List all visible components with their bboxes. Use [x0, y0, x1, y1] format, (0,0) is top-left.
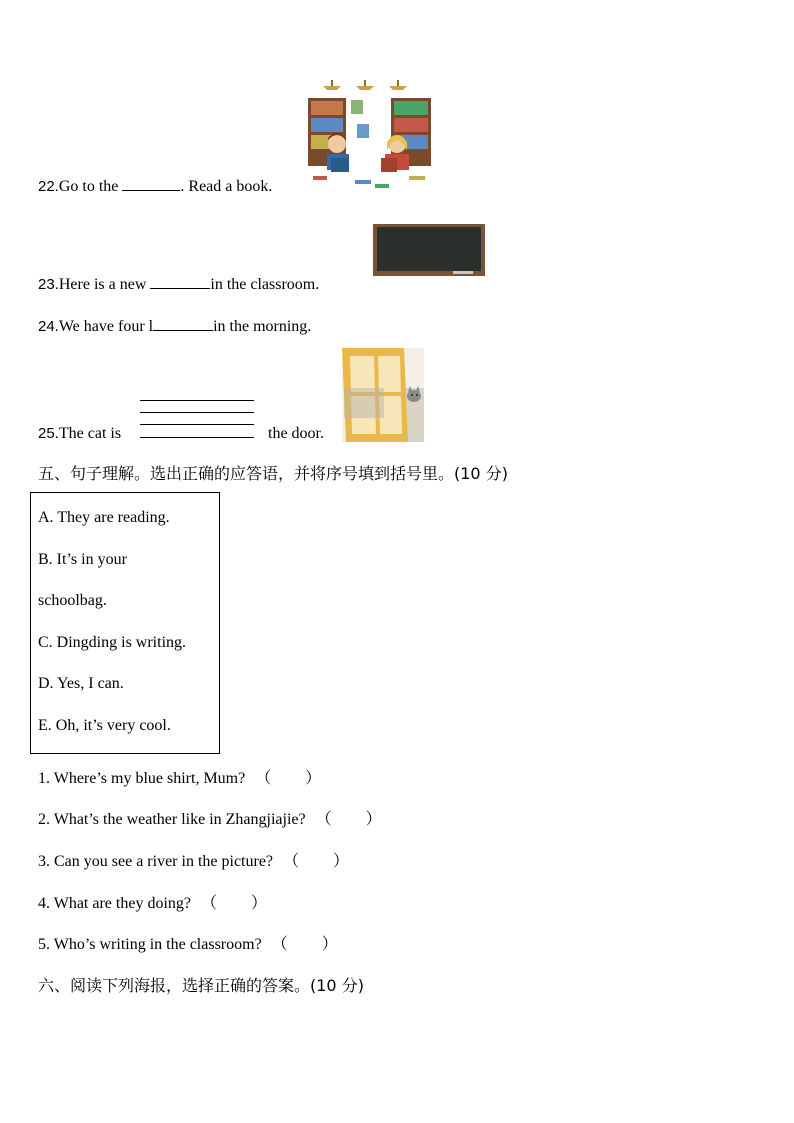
question-text-before: Go to the: [58, 178, 123, 195]
question-number: 25.: [38, 425, 59, 442]
section-5-title: 五、句子理解。选出正确的应答语，并将序号填到括号里。(10 分): [38, 464, 508, 483]
section-6-title: 六、阅读下列海报，选择正确的答案。(10 分): [38, 976, 364, 995]
question-number: 22.: [38, 178, 59, 195]
question-24: [38, 316, 311, 336]
question-23: [38, 274, 319, 294]
option-d: D. Yes, I can.: [38, 675, 124, 692]
question-text-after: in the classroom.: [210, 276, 320, 293]
options-box: [30, 492, 220, 754]
writing-lines[interactable]: [140, 400, 254, 440]
answer-blank[interactable]: [150, 274, 210, 289]
door-cat-picture: [342, 348, 424, 442]
question-text-before: Here is a new: [58, 276, 151, 293]
question-number: 23.: [38, 276, 59, 293]
question-text-after: in the morning.: [213, 318, 312, 335]
question-text: 2. What’s the weather like in Zhangjiajie?: [38, 811, 306, 828]
option-a: A. They are reading.: [38, 509, 170, 526]
option-c: C. Dingding is writing.: [38, 634, 187, 651]
question-25-after: the door.: [268, 425, 324, 442]
question-text: 3. Can you see a river in the picture?: [38, 853, 274, 870]
question-3: [38, 848, 349, 871]
option-e: E. Oh, it’s very cool.: [38, 717, 171, 734]
answer-blank[interactable]: [153, 316, 213, 331]
question-4: [38, 890, 267, 913]
answer-blank[interactable]: [122, 176, 180, 191]
option-b-continued: schoolbag.: [38, 592, 107, 609]
blackboard-picture: [373, 224, 485, 276]
answer-bracket[interactable]: （ ）: [200, 895, 268, 912]
question-text-before: We have four l: [58, 318, 154, 335]
question-5: [38, 931, 338, 954]
question-1: [38, 765, 321, 788]
question-text-after: . Read a book.: [180, 178, 273, 195]
answer-bracket[interactable]: （ ）: [315, 811, 382, 828]
question-25: [38, 425, 121, 443]
answer-bracket[interactable]: （ ）: [255, 770, 322, 787]
answer-bracket[interactable]: （ ）: [271, 936, 338, 953]
question-text: 5. Who’s writing in the classroom?: [38, 936, 262, 953]
question-number: 24.: [38, 318, 59, 335]
option-b: B. It’s in your: [38, 551, 127, 568]
question-text: 4. What are they doing?: [38, 895, 191, 912]
question-2: [38, 806, 382, 829]
question-text: 1. Where’s my blue shirt, Mum?: [38, 770, 246, 787]
question-22: [38, 176, 272, 196]
library-picture: [305, 78, 435, 192]
answer-bracket[interactable]: （ ）: [283, 853, 350, 870]
question-text-before: The cat is: [58, 425, 122, 442]
